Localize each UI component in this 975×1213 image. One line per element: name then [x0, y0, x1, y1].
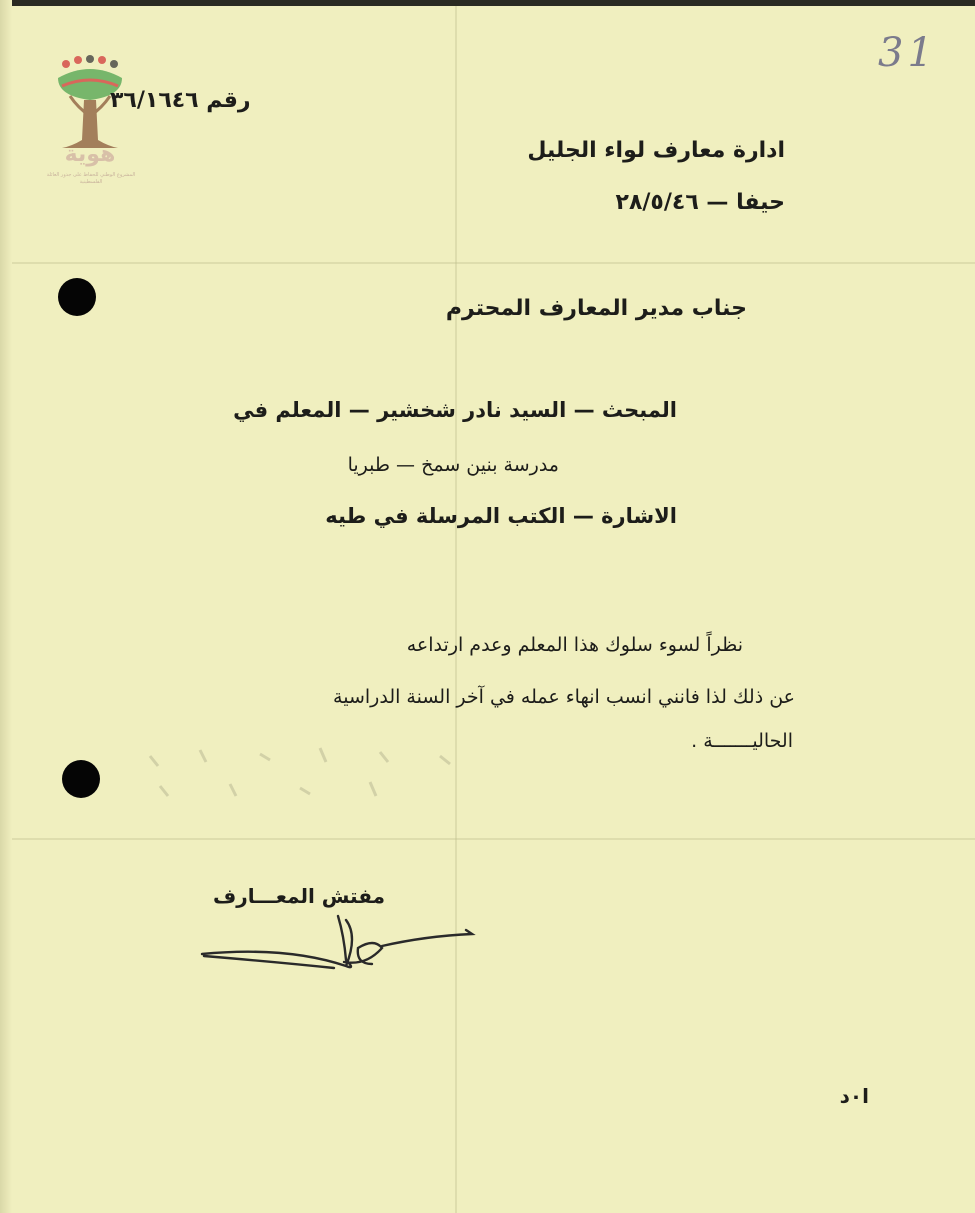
body-text-line: عن ذلك لذا فانني انسب انهاء عمله في آخر السنة الدراسية — [333, 686, 795, 708]
punch-hole — [58, 278, 96, 316]
scan-top-edge — [0, 0, 975, 6]
fold-line-vertical — [455, 6, 457, 1213]
subject-line: المبحث — السيد نادر شخشير — المعلم في — [233, 398, 677, 422]
signatory-title: مفتش المعـــارف — [212, 884, 385, 908]
department-heading: ادارة معارف لواء الجليل — [527, 138, 785, 163]
punch-hole — [62, 760, 100, 798]
fold-line-horizontal — [12, 838, 975, 840]
logo-caption: هوية — [64, 142, 116, 167]
logo-subtitle: المشروع الوطني للحفاظ على جذور العائلة الفلسطينية — [46, 172, 136, 185]
bleed-through-marks — [140, 736, 540, 806]
subject-line: مدرسة بنين سمخ — طبريا — [347, 454, 559, 476]
body-text-line: الحاليـــــــة . — [691, 730, 793, 752]
scan-left-edge — [0, 0, 12, 1213]
reference-line: الاشارة — الكتب المرسلة في طيه — [325, 504, 677, 528]
addressee: جناب مدير المعارف المحترم — [445, 296, 747, 321]
fold-line-horizontal — [12, 262, 975, 264]
body-text-line: نظراً لسوء سلوك هذا المعلم وعدم ارتداعه — [406, 634, 743, 656]
reference-number: رقم ٣٦/١٦٤٦ — [110, 88, 251, 113]
handwritten-signature — [196, 906, 486, 984]
letter-date: حيفا — ٢٨/٥/٤٦ — [615, 190, 785, 215]
archive-number: 31 — [878, 30, 937, 76]
typist-initials: ا٠د — [839, 1084, 869, 1108]
